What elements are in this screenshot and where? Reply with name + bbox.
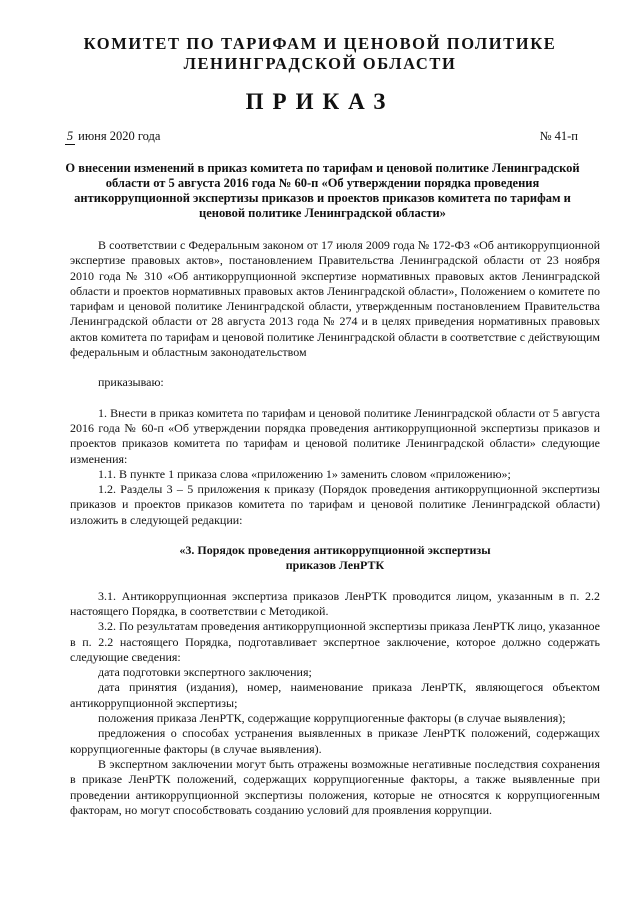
list-item-a: дата подготовки экспертного заключения; bbox=[98, 665, 312, 680]
document-body bbox=[70, 238, 600, 818]
date-day-handwritten: 5 bbox=[66, 129, 74, 143]
list-item-b: дата принятия (издания), номер, наименование приказа ЛенРТК, являющегося объектом антикоррупционной экспертизы; bbox=[70, 680, 600, 710]
order-word: приказываю: bbox=[98, 375, 164, 390]
list-item-c: положения приказа ЛенРТК, содержащие коррупциогенные факторы (в случае выявления); bbox=[98, 711, 566, 726]
document-type-title: ПРИКАЗ bbox=[245, 89, 395, 114]
organization-header bbox=[0, 34, 640, 74]
document-subject: О внесении изменений в приказ комитета по тарифам и ценовой политике Ленинградской области от 5 августа 2016 года № 60-п «Об утверждении порядка проведения антикоррупционной экспертизы приказов и проектов приказов комитета по тарифам и ценовой политике Ленинградской области» bbox=[65, 161, 580, 220]
item-1-2: 1.2. Разделы 3 – 5 приложения к приказу (Порядок проведения антикоррупционной экспертизы приказов и проектов приказов комитета по тарифам и ценовой политике Ленинградской области) изложить в следующей редакции: bbox=[70, 482, 600, 527]
org-line-2: ЛЕНИНГРАДСКОЙ ОБЛАСТИ bbox=[183, 54, 457, 73]
list-item-d: предложения о способах устранения выявленных в приказе ЛенРТК положений, содержащих коррупциогенные факторы (в случае выявления). bbox=[70, 726, 600, 756]
paragraph-final: В экспертном заключении могут быть отражены возможные негативные последствия сохранения в приказе ЛенРТК положений, содержащих коррупциогенные факторы, а также выявленные при проведении антикоррупционной экспертизы положения, которые не относятся к коррупциогенным факторам, но могут способствовать созданию условий для проявления коррупции. bbox=[70, 756, 600, 817]
paragraph-3-1: 3.1. Антикоррупционная экспертиза приказов ЛенРТК проводится лицом, указанным в п. 2.2 настоящего Порядка, в соответствии с Методикой. bbox=[70, 588, 600, 618]
item-1: 1. Внести в приказ комитета по тарифам и ценовой политике Ленинградской области от 5 августа 2016 года № 60-п «Об утверждении порядка проведения антикоррупционной экспертизы приказов и проектов приказов комитета по тарифам и ценовой политике Ленинградской области» следующие изменения: bbox=[70, 405, 600, 466]
section-title-line-2: приказов ЛенРТК bbox=[285, 558, 385, 573]
org-line-1: КОМИТЕТ ПО ТАРИФАМ И ЦЕНОВОЙ ПОЛИТИКЕ bbox=[83, 34, 557, 53]
paragraph-3-2: 3.2. По результатам проведения антикоррупционной экспертизы приказа ЛенРТК лицо, указанное в п. 2.2 настоящего Порядка, подготавливает экспертное заключение, которое должно содержать следующие сведения: bbox=[70, 619, 600, 664]
date-month-year: июня 2020 года bbox=[78, 129, 161, 143]
preamble-paragraph: В соответствии с Федеральным законом от 17 июля 2009 года № 172-ФЗ «Об антикоррупционной экспертизе правовых актов», постановлением Правительства Ленинградской области от 23 ноября 2010 года № 310 «Об антикоррупционной экспертизе нормативных правовых актов Ленинградской области и проектов нормативных правовых актов Ленинградской области», Положением о комитете по тарифам и ценовой политике Ленинградской области, утвержденным постановлением Правительства Ленинградской области от 28 августа 2013 года № 274 и в целях приведения нормативных правовых актов комитета по тарифам и ценовой политике Ленинградской области в соответствие с действующим федеральным и областным законодательством bbox=[70, 238, 600, 360]
item-1-1: 1.1. В пункте 1 приказа слова «приложению 1» заменить словом «приложению»; bbox=[98, 466, 511, 481]
document-number: № 41-п bbox=[539, 129, 578, 143]
section-title-line-1: «3. Порядок проведения антикоррупционной экспертизы bbox=[179, 543, 491, 558]
document-date bbox=[65, 129, 160, 145]
